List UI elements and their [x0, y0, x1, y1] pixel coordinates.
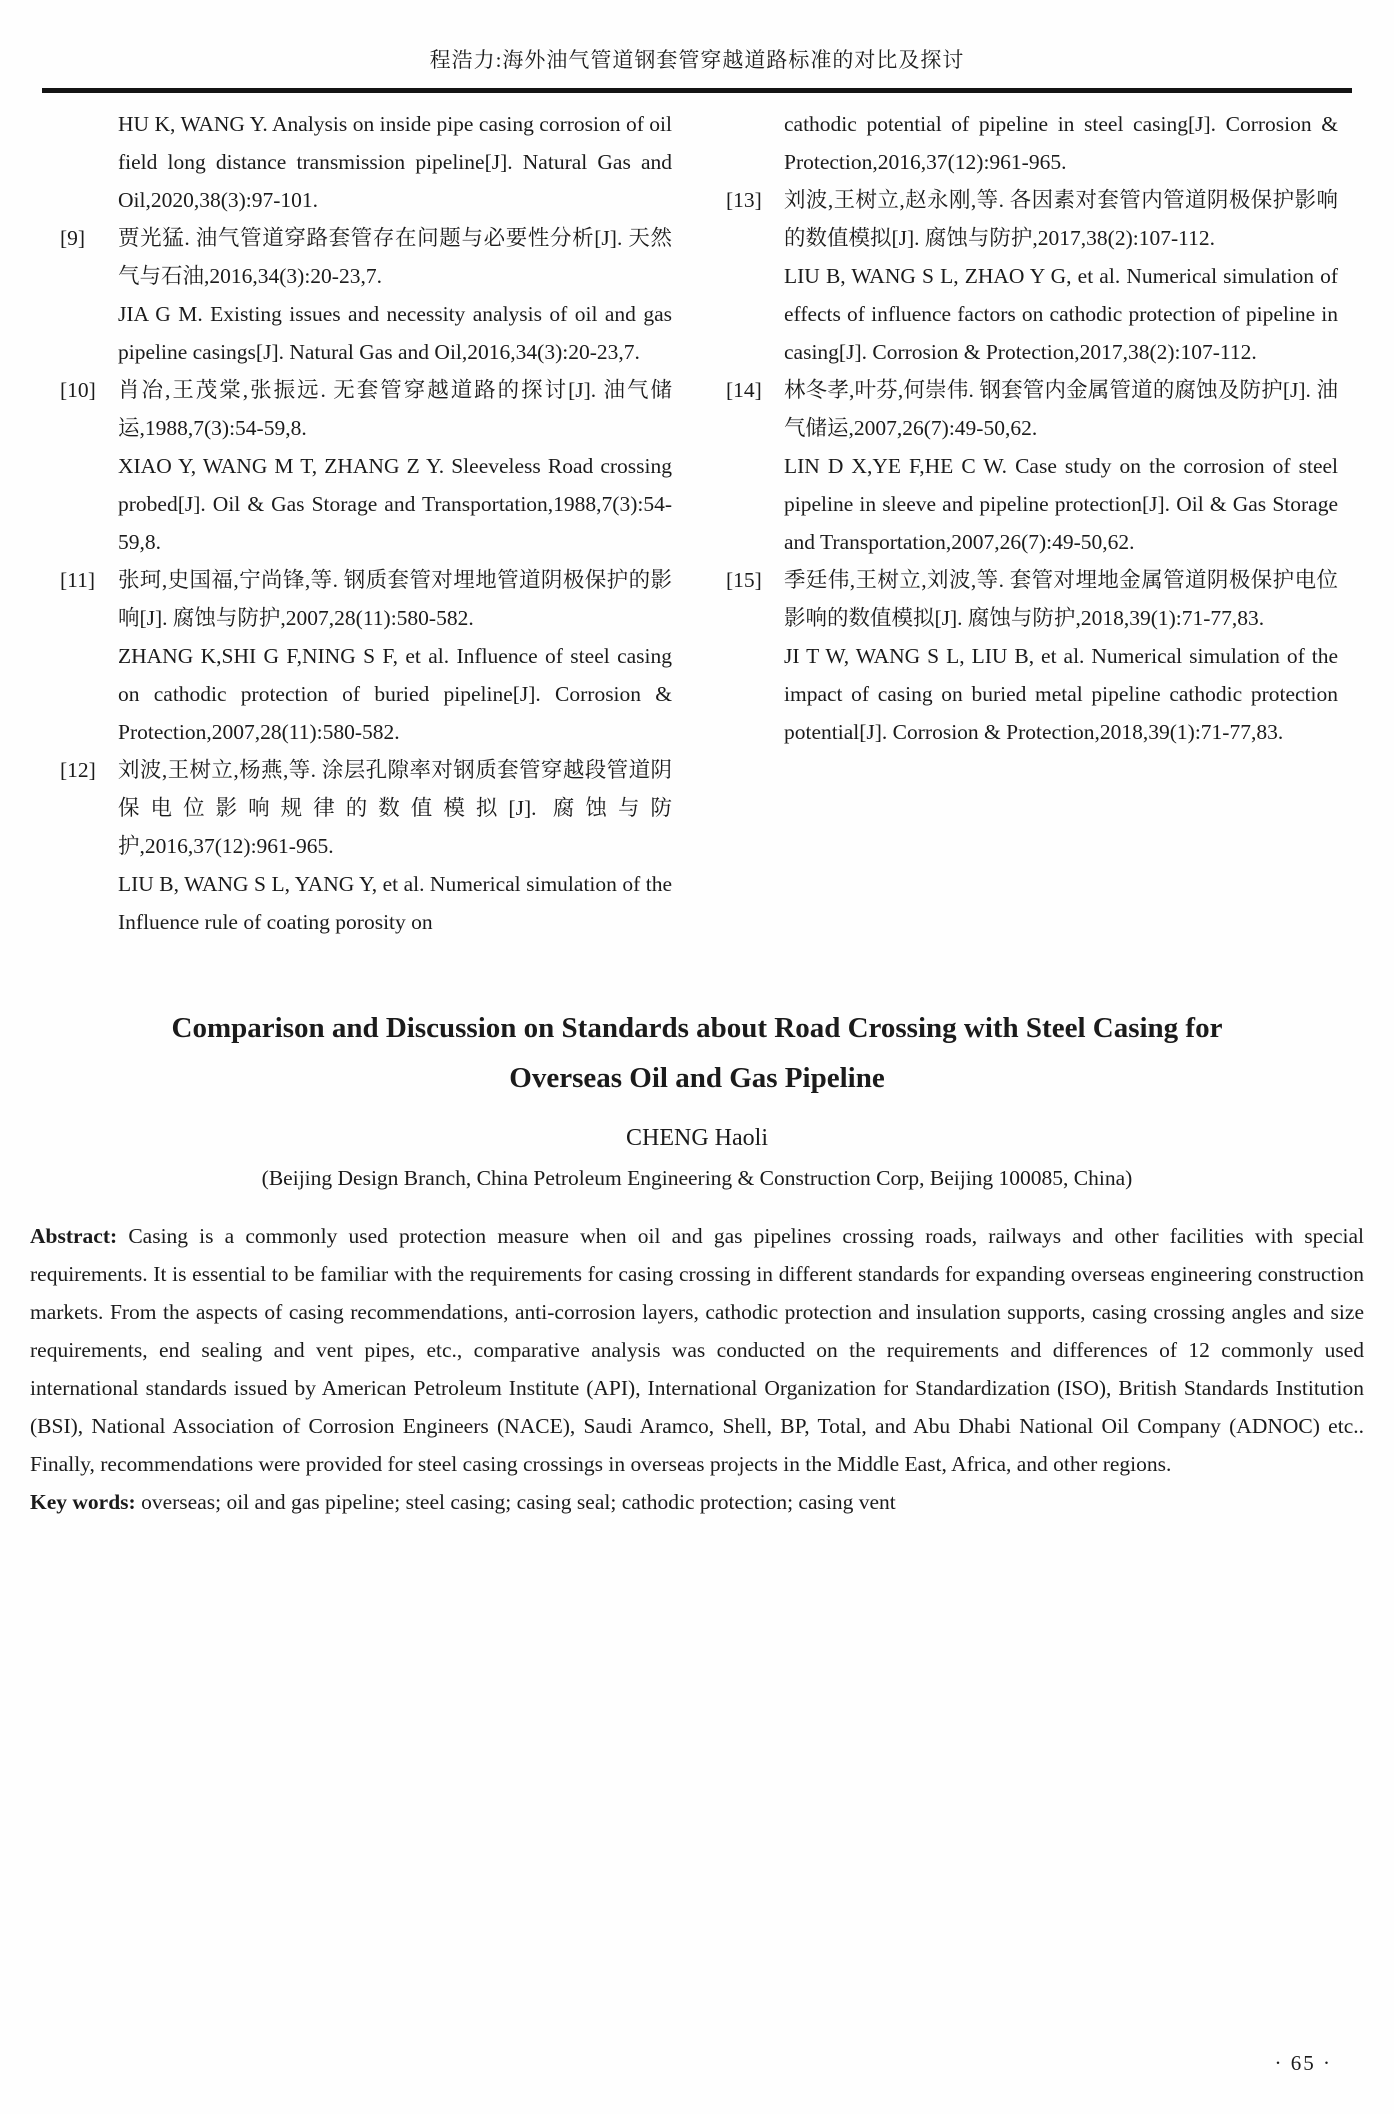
- references-section: [0, 93, 1394, 941]
- reference-english-text: LIU B, WANG S L, ZHAO Y G, et al. Numerical simulation of effects of influence factors on cathodic protection of pipeline in casing[J]. Corrosion & Protection,2017,38(2):107-112.: [784, 264, 1338, 364]
- reference-entry: [60, 751, 672, 941]
- reference-english-text: LIU B, WANG S L, YANG Y, et al. Numerical simulation of the Influence rule of coating porosity on: [118, 872, 672, 934]
- reference-entry: [60, 105, 672, 219]
- article-title: Comparison and Discussion on Standards about Road Crossing with Steel Casing for Overseas Oil and Gas Pipeline: [171, 1012, 1223, 1094]
- references-right-column: [726, 105, 1338, 941]
- reference-number: [10]: [60, 378, 96, 402]
- reference-entry: [726, 181, 1338, 371]
- reference-number: [12]: [60, 758, 96, 782]
- reference-body: [118, 105, 672, 219]
- reference-english-text: ZHANG K,SHI G F,NING S F, et al. Influence of steel casing on cathodic protection of buried pipeline[J]. Corrosion & Protection,2007,28(11):580-582.: [118, 644, 672, 744]
- reference-chinese-text: 林冬孝,叶芬,何崇伟. 钢套管内金属管道的腐蚀及防护[J]. 油气储运,2007,26(7):49-50,62.: [784, 378, 1338, 440]
- reference-chinese-text: 贾光猛. 油气管道穿路套管存在问题与必要性分析[J]. 天然气与石油,2016,34(3):20-23,7.: [118, 226, 672, 288]
- reference-entry: [726, 561, 1338, 751]
- abstract-label: Abstract:: [30, 1224, 118, 1248]
- reference-number: [13]: [726, 188, 762, 212]
- reference-english-text: HU K, WANG Y. Analysis on inside pipe casing corrosion of oil field long distance transmission pipeline[J]. Natural Gas and Oil,2020,38(3):97-101.: [118, 112, 672, 212]
- reference-english-text: cathodic potential of pipeline in steel casing[J]. Corrosion & Protection,2016,37(12):961-965.: [784, 112, 1338, 174]
- reference-body: [784, 561, 1338, 751]
- reference-english-text: XIAO Y, WANG M T, ZHANG Z Y. Sleeveless Road crossing probed[J]. Oil & Gas Storage and Transportation,1988,7(3):54-59,8.: [118, 454, 672, 554]
- reference-entry: [60, 371, 672, 561]
- reference-body: [118, 371, 672, 561]
- reference-number: [15]: [726, 568, 762, 592]
- reference-english-text: JI T W, WANG S L, LIU B, et al. Numerical simulation of the impact of casing on buried metal pipeline cathodic protection potential[J]. Corrosion & Protection,2018,39(1):71-77,83.: [784, 644, 1338, 744]
- reference-body: [118, 561, 672, 751]
- reference-chinese-text: 肖冶,王茂棠,张振远. 无套管穿越道路的探讨[J]. 油气储运,1988,7(3):54-59,8.: [118, 378, 672, 440]
- reference-english-text: LIN D X,YE F,HE C W. Case study on the corrosion of steel pipeline in sleeve and pipeline protection[J]. Oil & Gas Storage and Transportation,2007,26(7):49-50,62.: [784, 454, 1338, 554]
- reference-entry: [726, 371, 1338, 561]
- article-affiliation: (Beijing Design Branch, China Petroleum Engineering & Construction Corp, Beijing 100085, China): [261, 1166, 1133, 1190]
- running-header: 程浩力:海外油气管道钢套管穿越道路标准的对比及探讨: [429, 48, 965, 72]
- reference-english-text: JIA G M. Existing issues and necessity analysis of oil and gas pipeline casings[J]. Natural Gas and Oil,2016,34(3):20-23,7.: [118, 302, 672, 364]
- keywords-label: Key words:: [30, 1490, 136, 1514]
- reference-entry: [726, 105, 1338, 181]
- reference-chinese-text: 刘波,王树立,赵永刚,等. 各因素对套管内管道阴极保护影响的数值模拟[J]. 腐蚀与防护,2017,38(2):107-112.: [784, 188, 1338, 250]
- keywords-text: overseas; oil and gas pipeline; steel casing; casing seal; cathodic protection; casing vent: [135, 1490, 896, 1514]
- reference-body: [784, 371, 1338, 561]
- reference-entry: [60, 561, 672, 751]
- reference-number: [11]: [60, 568, 96, 592]
- abstract-text: Casing is a commonly used protection measure when oil and gas pipelines crossing roads, railways and other facilities with special requirements. It is essential to be familiar with the requirements for casing crossing in different standards for expanding overseas engineering construction markets. From the aspects of casing recommendations, anti-corrosion layers, cathodic protection and insulation supports, casing crossing angles and size requirements, end sealing and vent pipes, etc., comparative analysis was conducted on the requirements and differences of 12 commonly used international standards issued by American Petroleum Institute (API), International Organization for Standardization (ISO), British Standards Institution (BSI), National Association of Corrosion Engineers (NACE), Saudi Aramco, Shell, BP, Total, and Abu Dhabi National Oil Company (ADNOC) etc.. Finally, recommendations were provided for steel casing crossings in overseas projects in the Middle East, Africa, and other regions.: [30, 1224, 1364, 1476]
- reference-chinese-text: 张珂,史国福,宁尚锋,等. 钢质套管对埋地管道阴极保护的影响[J]. 腐蚀与防护,2007,28(11):580-582.: [118, 568, 672, 630]
- reference-number: [9]: [60, 226, 86, 250]
- reference-body: [784, 181, 1338, 371]
- reference-entry: [60, 219, 672, 371]
- reference-body: [784, 105, 1338, 181]
- reference-body: [118, 751, 672, 941]
- abstract-paragraph: [30, 1217, 1364, 1483]
- reference-chinese-text: 刘波,王树立,杨燕,等. 涂层孔隙率对钢质套管穿越段管道阴保电位影响规律的数值模拟[J]. 腐蚀与防护,2016,37(12):961-965.: [118, 758, 672, 858]
- article-author: CHENG Haoli: [626, 1125, 768, 1151]
- references-left-column: [60, 105, 672, 941]
- page-number: · 65 ·: [1274, 2051, 1332, 2075]
- reference-body: [118, 219, 672, 371]
- reference-chinese-text: 季廷伟,王树立,刘波,等. 套管对埋地金属管道阴极保护电位影响的数值模拟[J]. 腐蚀与防护,2018,39(1):71-77,83.: [784, 568, 1338, 630]
- keywords-paragraph: [30, 1483, 1364, 1521]
- reference-number: [14]: [726, 378, 762, 402]
